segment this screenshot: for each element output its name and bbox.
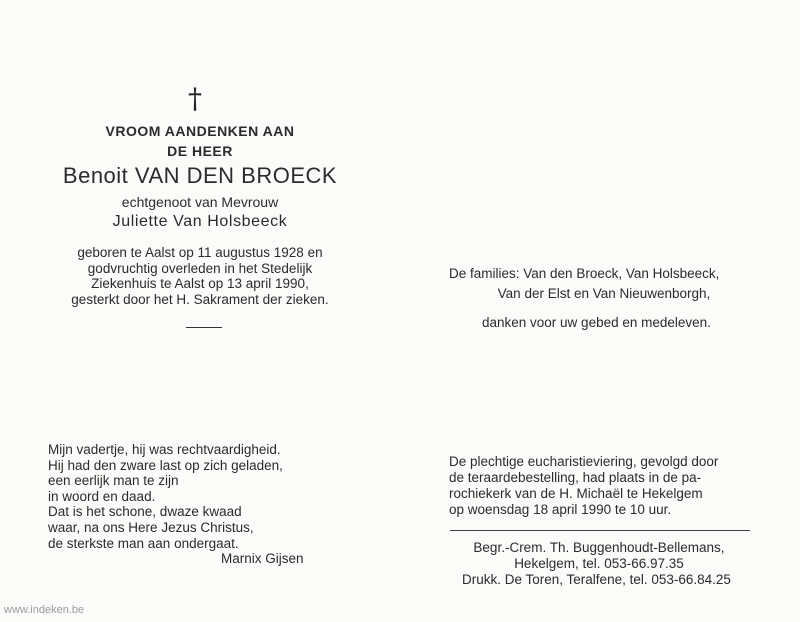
poem-line: Hij had den zware last op zich geladen,: [48, 457, 283, 473]
undertaker-line1: Begr.-Crem. Th. Buggenhoudt-Bellemans,: [473, 540, 725, 555]
families-line2: Van der Elst en Van Nieuwenborgh,: [497, 286, 711, 301]
heading-line2: DE HEER: [167, 143, 233, 159]
bio-line: gesterkt door het H. Sakrament der zieken.: [71, 291, 329, 307]
poem-author: Marnix Gijsen: [221, 551, 304, 566]
service-line: rochiekerk van de H. Michaël te Hekelgem: [449, 486, 703, 501]
spouse-name: Juliette Van Holsbeeck: [112, 213, 288, 230]
poem-line: waar, na ons Here Jezus Christus,: [48, 519, 254, 535]
poem-block: [48, 442, 283, 551]
poem-line: in woord en daad.: [48, 488, 156, 504]
poem-line: Mijn vadertje, hij was rechtvaardigheid.: [48, 442, 281, 457]
heading-line1: VROOM AANDENKEN AAN: [105, 123, 295, 139]
deceased-name: Benoit VAN DEN BROECK: [62, 163, 338, 188]
thanks-line: danken voor uw gebed en medeleven.: [482, 315, 711, 330]
service-line: op woensdag 18 april 1990 te 10 uur.: [449, 502, 672, 517]
bio-line: geboren te Aalst op 11 augustus 1928 en: [77, 245, 323, 260]
divider: [186, 327, 222, 328]
bio-line: godvruchtig overleden in het Stedelijk: [87, 260, 313, 276]
service-line: De plechtige eucharistieviering, gevolgd door: [449, 454, 719, 469]
poem-line: Dat is het schone, dwaze kwaad: [48, 504, 242, 520]
cross-icon: †: [188, 82, 202, 115]
poem-line: een eerlijk man te zijn: [48, 473, 179, 489]
service-block: [449, 454, 718, 518]
watermark: www.indeken.be: [4, 604, 85, 616]
undertaker-line2: Hekelgem, tel. 053-66.97.35: [514, 556, 684, 571]
families-line1: De families: Van den Broeck, Van Holsbeeck,: [449, 266, 720, 281]
poem-line: de sterkste man aan ondergaat.: [48, 535, 239, 551]
divider: [450, 530, 750, 531]
printer-line: Drukk. De Toren, Teralfene, tel. 053-66.84.25: [462, 572, 731, 587]
bio-line: Ziekenhuis te Aalst op 13 april 1990,: [91, 276, 309, 292]
service-line: de teraardebestelling, had plaats in de pa-: [449, 470, 702, 485]
bio-block: [40, 245, 360, 307]
spouse-intro: echtgenoot van Mevrouw: [121, 194, 279, 210]
